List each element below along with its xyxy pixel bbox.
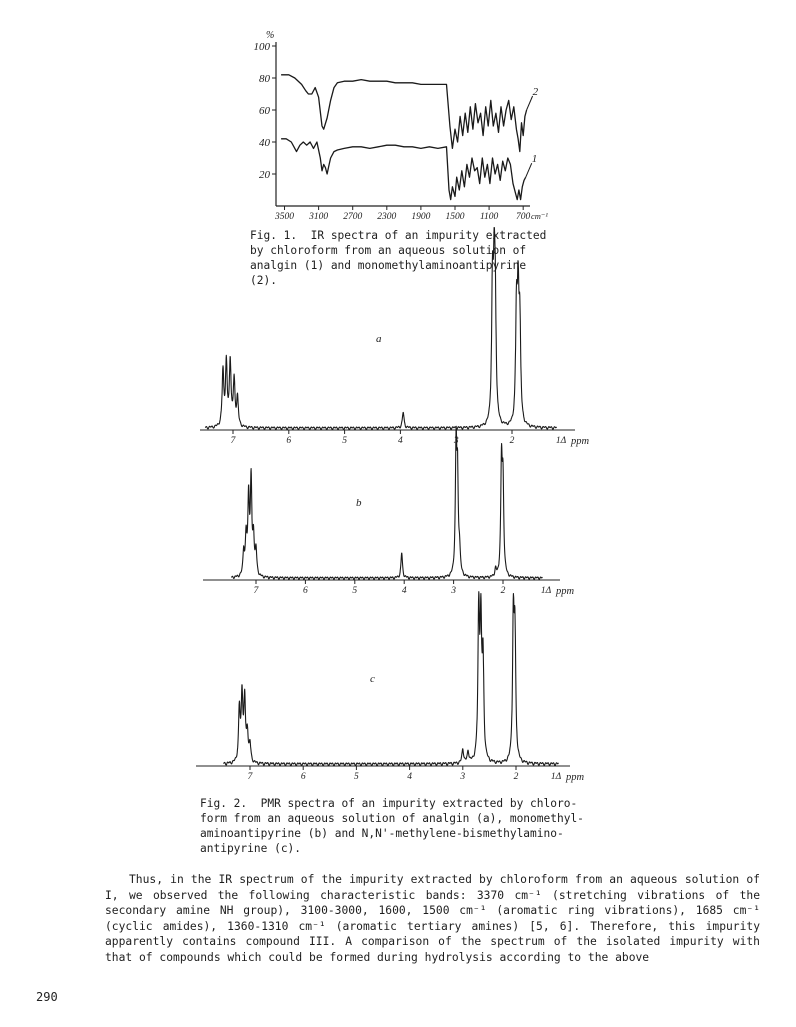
pmr-tick-label: 5 [342, 436, 347, 446]
pmr-unit-label: ppm [571, 436, 590, 447]
ir-x-tick-label: 700 [516, 212, 531, 222]
pmr-panel-label: b [356, 497, 362, 509]
pmr-tick-label: 4 [401, 586, 407, 596]
pmr-tick-label: 1Δ [550, 772, 562, 782]
ir-y-tick-label: 40 [259, 137, 270, 149]
ir-y-tick-label: 20 [259, 169, 270, 181]
ir-x-tick-label: 2700 [343, 212, 363, 222]
body-text [105, 872, 760, 965]
pmr-panels [196, 228, 590, 783]
ir-y-tick-label: 100 [253, 41, 270, 53]
pmr-tick-label: 3 [460, 772, 466, 782]
pmr-unit-label: ppm [566, 772, 585, 783]
pmr-tick-label: 7 [253, 586, 259, 596]
pmr-tick-label: 2 [500, 586, 506, 596]
pmr-tick-label: 6 [286, 436, 292, 446]
pmr-tick-label: 4 [407, 772, 412, 782]
pmr-tick-label: 4 [398, 436, 403, 446]
pmr-trace-c [223, 592, 558, 766]
pmr-tick-label: 1Δ [555, 436, 567, 446]
ir-x-unit-label: cm⁻¹ [531, 211, 548, 221]
ir-y-tick-label: 60 [259, 105, 270, 117]
ir-x-tick-label: 2300 [377, 212, 397, 222]
ir-x-tick-label: 1500 [445, 212, 465, 222]
ir-y-axis-label: % [266, 30, 275, 41]
pmr-panel-label: a [376, 333, 382, 345]
pmr-tick-label: 2 [513, 772, 519, 782]
pmr-tick-label: 1Δ [540, 586, 552, 596]
figure-1-caption: Fig. 1. IR spectra of an impurity extracted by chloroform from an aqueous solution of analgin (1) and monomethylaminoantipyrine (2). [250, 229, 547, 287]
ir-y-tick-label: 80 [259, 73, 270, 85]
pmr-tick-label: 5 [354, 772, 359, 782]
pmr-trace-a [205, 228, 556, 430]
page-number: 290 [36, 990, 58, 1004]
pmr-unit-label: ppm [556, 586, 575, 597]
pmr-tick-label: 5 [352, 586, 358, 596]
pmr-tick-label: 7 [247, 772, 253, 782]
pmr-panel-c [196, 592, 585, 783]
ir-x-tick-label: 1100 [479, 212, 499, 222]
body-paragraph: Thus, in the IR spectrum of the impurity extracted by chloroform from an aqueous solution of I, we observed the following characteristic bands: 3370 cm⁻¹ (stretching vibrations of the secondary amine NH group), 3100-3000, 1600, 1500 cm⁻¹ (aromatic ring vibrations), 1685 cm⁻¹ (cyclic amides), 1360-1310 cm⁻¹ (aromatic tertiary amines) [5, 6]. Therefore, this impurity apparently contains compound III. A comparison of the spectrum of the isolated impurity with that of compounds which could be formed during hydrolysis according to the above [105, 873, 760, 964]
ir-series-2-label: 2 [532, 86, 539, 98]
pmr-tick-label: 7 [230, 436, 236, 446]
ir-x-tick-label: 1900 [411, 212, 431, 222]
ir-x-tick-label: 3500 [275, 212, 295, 222]
pmr-tick-label: 6 [303, 586, 308, 596]
pmr-tick-label: 3 [453, 436, 459, 446]
pmr-trace-b [231, 426, 542, 579]
pmr-tick-label: 6 [300, 772, 306, 782]
pmr-tick-label: 2 [509, 436, 515, 446]
pmr-panel-label: c [370, 673, 375, 685]
pmr-tick-label: 3 [451, 586, 456, 596]
pmr-panel-a [200, 228, 590, 447]
ir-x-tick-label: 3100 [309, 212, 329, 222]
ir-series-1-label: 1 [531, 153, 538, 166]
pmr-panel-b [203, 426, 575, 597]
figure-2-caption: Fig. 2. PMR spectra of an impurity extracted by chloro- form from an aqueous solution of analgin (a), monomethyl- aminoantipyrine (b) and N,N'-methylene-bismethylamino- antipyrine (c). [200, 797, 584, 855]
